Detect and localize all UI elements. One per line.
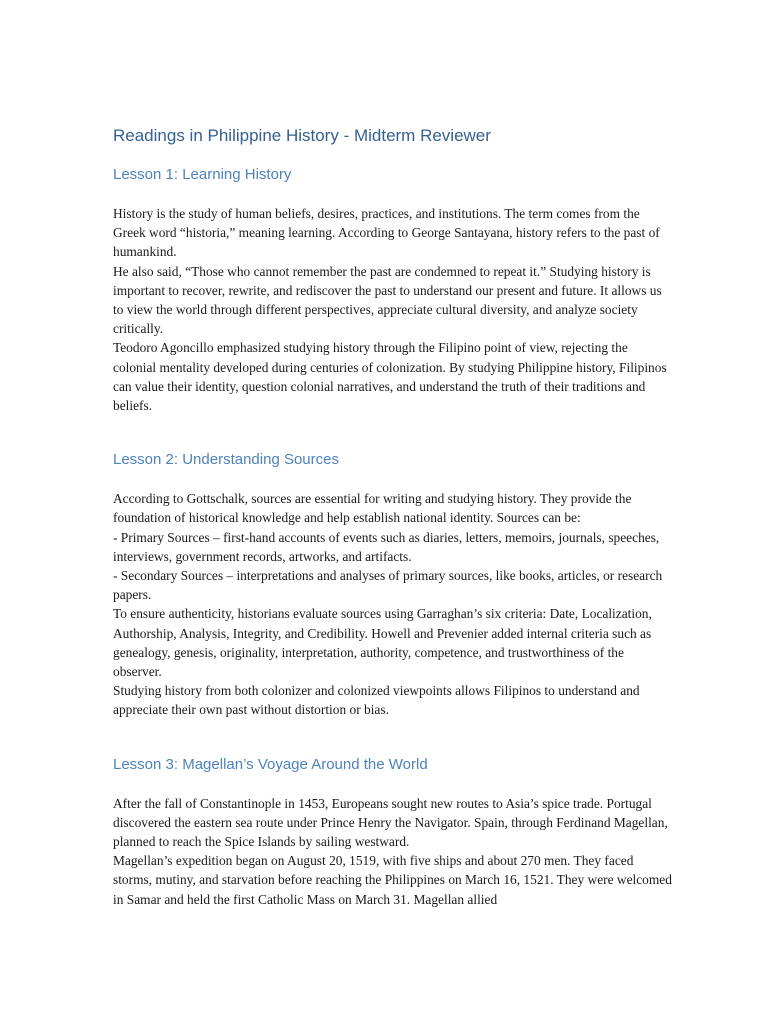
list-item-primary-sources: - Primary Sources – first-hand accounts of events such as diaries, letters, memoirs, journals, speeches, interviews, government records, artworks, and artifacts. — [113, 529, 660, 564]
lesson-1-body — [113, 204, 673, 415]
lesson-2-body — [113, 489, 673, 719]
paragraph: According to Gottschalk, sources are essential for writing and studying history. They provide the foundation of historical knowledge and help establish national identity. Sources can be: — [113, 491, 632, 526]
paragraph: Studying history from both colonizer and colonized viewpoints allows Filipinos to understand and appreciate their own past without distortion or bias. — [113, 683, 640, 718]
document-page — [113, 124, 673, 909]
lesson-2-heading: Lesson 2: Understanding Sources — [113, 451, 339, 469]
list-item-secondary-sources: - Secondary Sources – interpretations and analyses of primary sources, like books, articles, or research papers. — [113, 568, 663, 603]
paragraph: History is the study of human beliefs, desires, practices, and institutions. The term comes from the Greek word “historia,” meaning learning. According to George Santayana, history refers to the past of humankind. — [113, 206, 660, 260]
document-title: Readings in Philippine History - Midterm Reviewer — [113, 126, 491, 145]
paragraph: Teodoro Agoncillo emphasized studying history through the Filipino point of view, rejecting the colonial mentality developed during centuries of colonization. By studying Philippine history, Filipinos can value their identity, question colonial narratives, and understand the truth of their traditions and beliefs. — [113, 340, 667, 414]
paragraph: To ensure authenticity, historians evaluate sources using Garraghan’s six criteria: Date, Localization, Authorship, Analysis, Integrity, and Credibility. Howell and Prevenier added internal criteria such as genealogy, genesis, originality, interpretation, authority, competence, and trustworthiness of the observer. — [113, 606, 652, 680]
paragraph: Magellan’s expedition began on August 20, 1519, with five ships and about 270 men. They faced storms, mutiny, and starvation before reaching the Philippines on March 16, 1521. They were welcomed in Samar and held the first Catholic Mass on March 31. Magellan allied — [113, 853, 672, 907]
lesson-1-heading: Lesson 1: Learning History — [113, 166, 292, 183]
lesson-3-heading: Lesson 3: Magellan’s Voyage Around the World — [113, 755, 428, 773]
paragraph: He also said, “Those who cannot remember the past are condemned to repeat it.” Studying history is important to recover, rewrite, and rediscover the past to understand our present and future. It allows us to view the world through different perspectives, appreciate cultural diversity, and analyze society critically. — [113, 263, 662, 337]
lesson-3-body — [113, 794, 673, 909]
paragraph: After the fall of Constantinople in 1453, Europeans sought new routes to Asia’s spice trade. Portugal discovered the eastern sea route under Prince Henry the Navigator. Spain, through Ferdinand Magellan, planned to reach the Spice Islands by sailing westward. — [113, 795, 668, 850]
